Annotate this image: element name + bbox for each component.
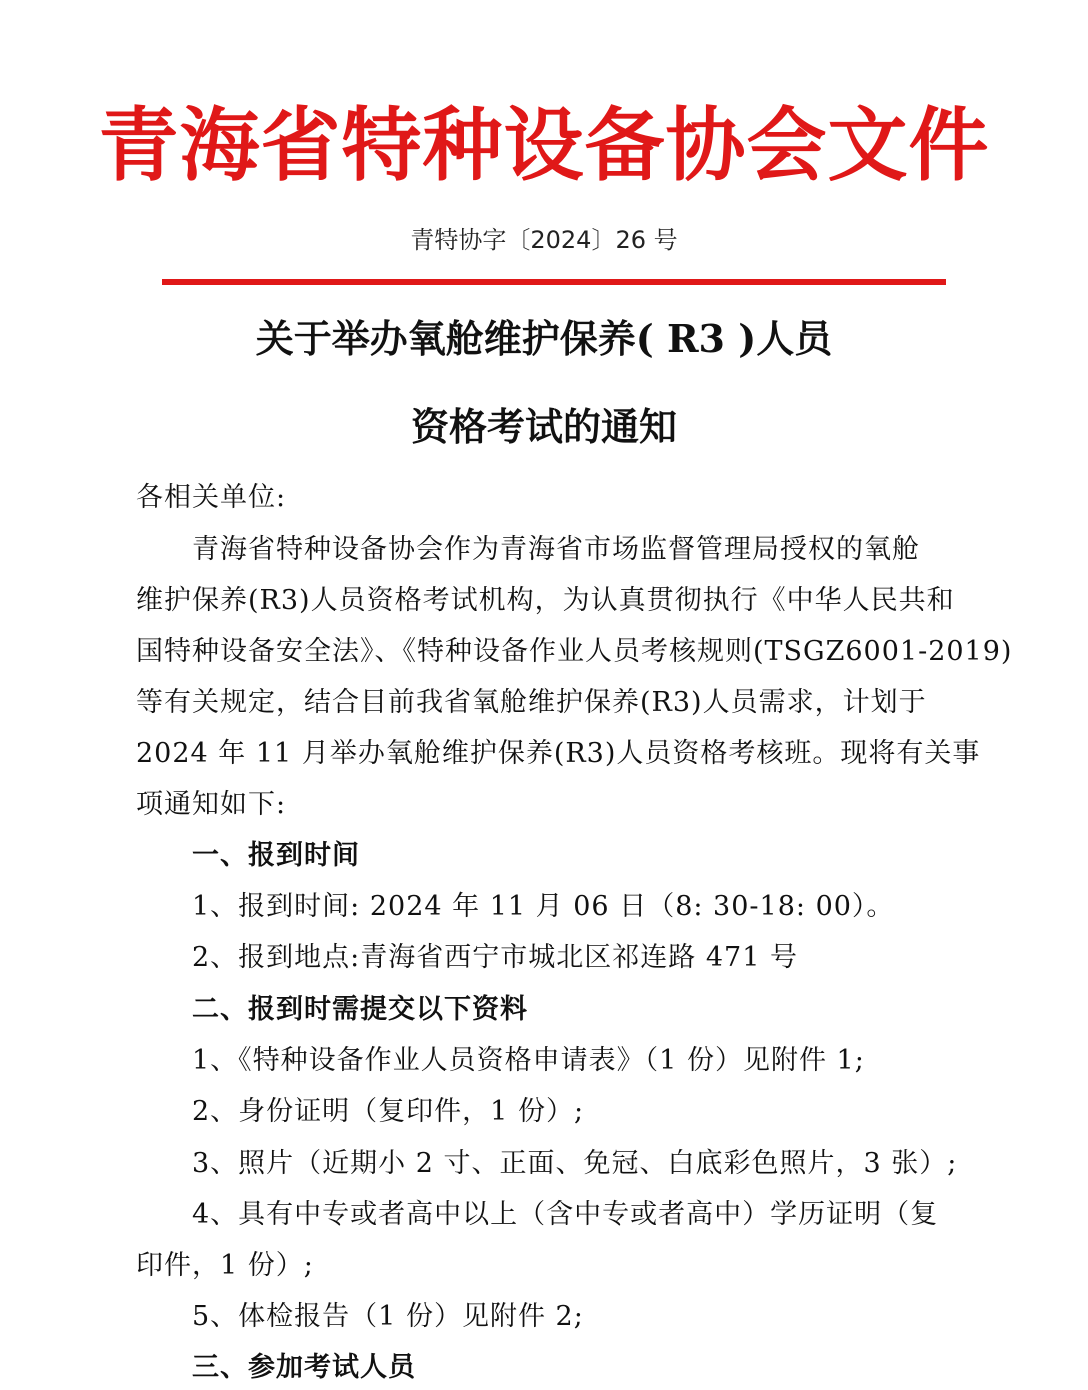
list-item: 5、体检报告（1 份）见附件 2;: [192, 1301, 584, 1332]
intro-line: 等有关规定，结合目前我省氧舱维护保养(R3)人员需求，计划于: [136, 687, 927, 718]
masthead-title: 青海省特种设备协会文件: [98, 99, 990, 192]
salutation: 各相关单位:: [136, 482, 287, 513]
intro-line: 维护保养(R3)人员资格考试机构，为认真贯彻执行《中华人民共和: [136, 585, 955, 616]
section-heading-exam-participants: 三、参加考试人员: [192, 1352, 416, 1383]
list-item: 2、身份证明（复印件，1 份）;: [192, 1096, 585, 1127]
document-number: 青特协字〔2024〕26 号: [410, 226, 678, 254]
list-item: 2、报到地点:青海省西宁市城北区祁连路 471 号: [192, 942, 798, 973]
section-heading-registration-time: 一、报到时间: [192, 840, 360, 871]
list-item: 1、《特种设备作业人员资格申请表》（1 份）见附件 1;: [192, 1045, 865, 1076]
section-heading-required-documents: 二、报到时需提交以下资料: [192, 994, 528, 1025]
notice-title-line-2: 资格考试的通知: [410, 404, 677, 449]
list-item: 4、具有中专或者高中以上（含中专或者高中）学历证明（复: [192, 1199, 939, 1230]
list-item-continuation: 印件，1 份）;: [136, 1250, 314, 1281]
list-item: 1、报到时间: 2024 年 11 月 06 日（8: 30-18: 00）。: [192, 891, 895, 922]
notice-title-line-1: 关于举办氧舱维护保养( R3 )人员: [255, 316, 833, 361]
red-divider-line: [162, 279, 946, 285]
intro-line: 青海省特种设备协会作为青海省市场监督管理局授权的氧舱: [192, 534, 920, 565]
intro-line: 项通知如下:: [136, 789, 287, 820]
list-item: 3、照片（近期小 2 寸、正面、免冠、白底彩色照片，3 张）;: [192, 1148, 958, 1179]
intro-line: 国特种设备安全法》、《特种设备作业人员考核规则(TSGZ6001-2019): [136, 636, 1013, 667]
intro-line: 2024 年 11 月举办氧舱维护保养(R3)人员资格考核班。现将有关事: [136, 738, 981, 769]
